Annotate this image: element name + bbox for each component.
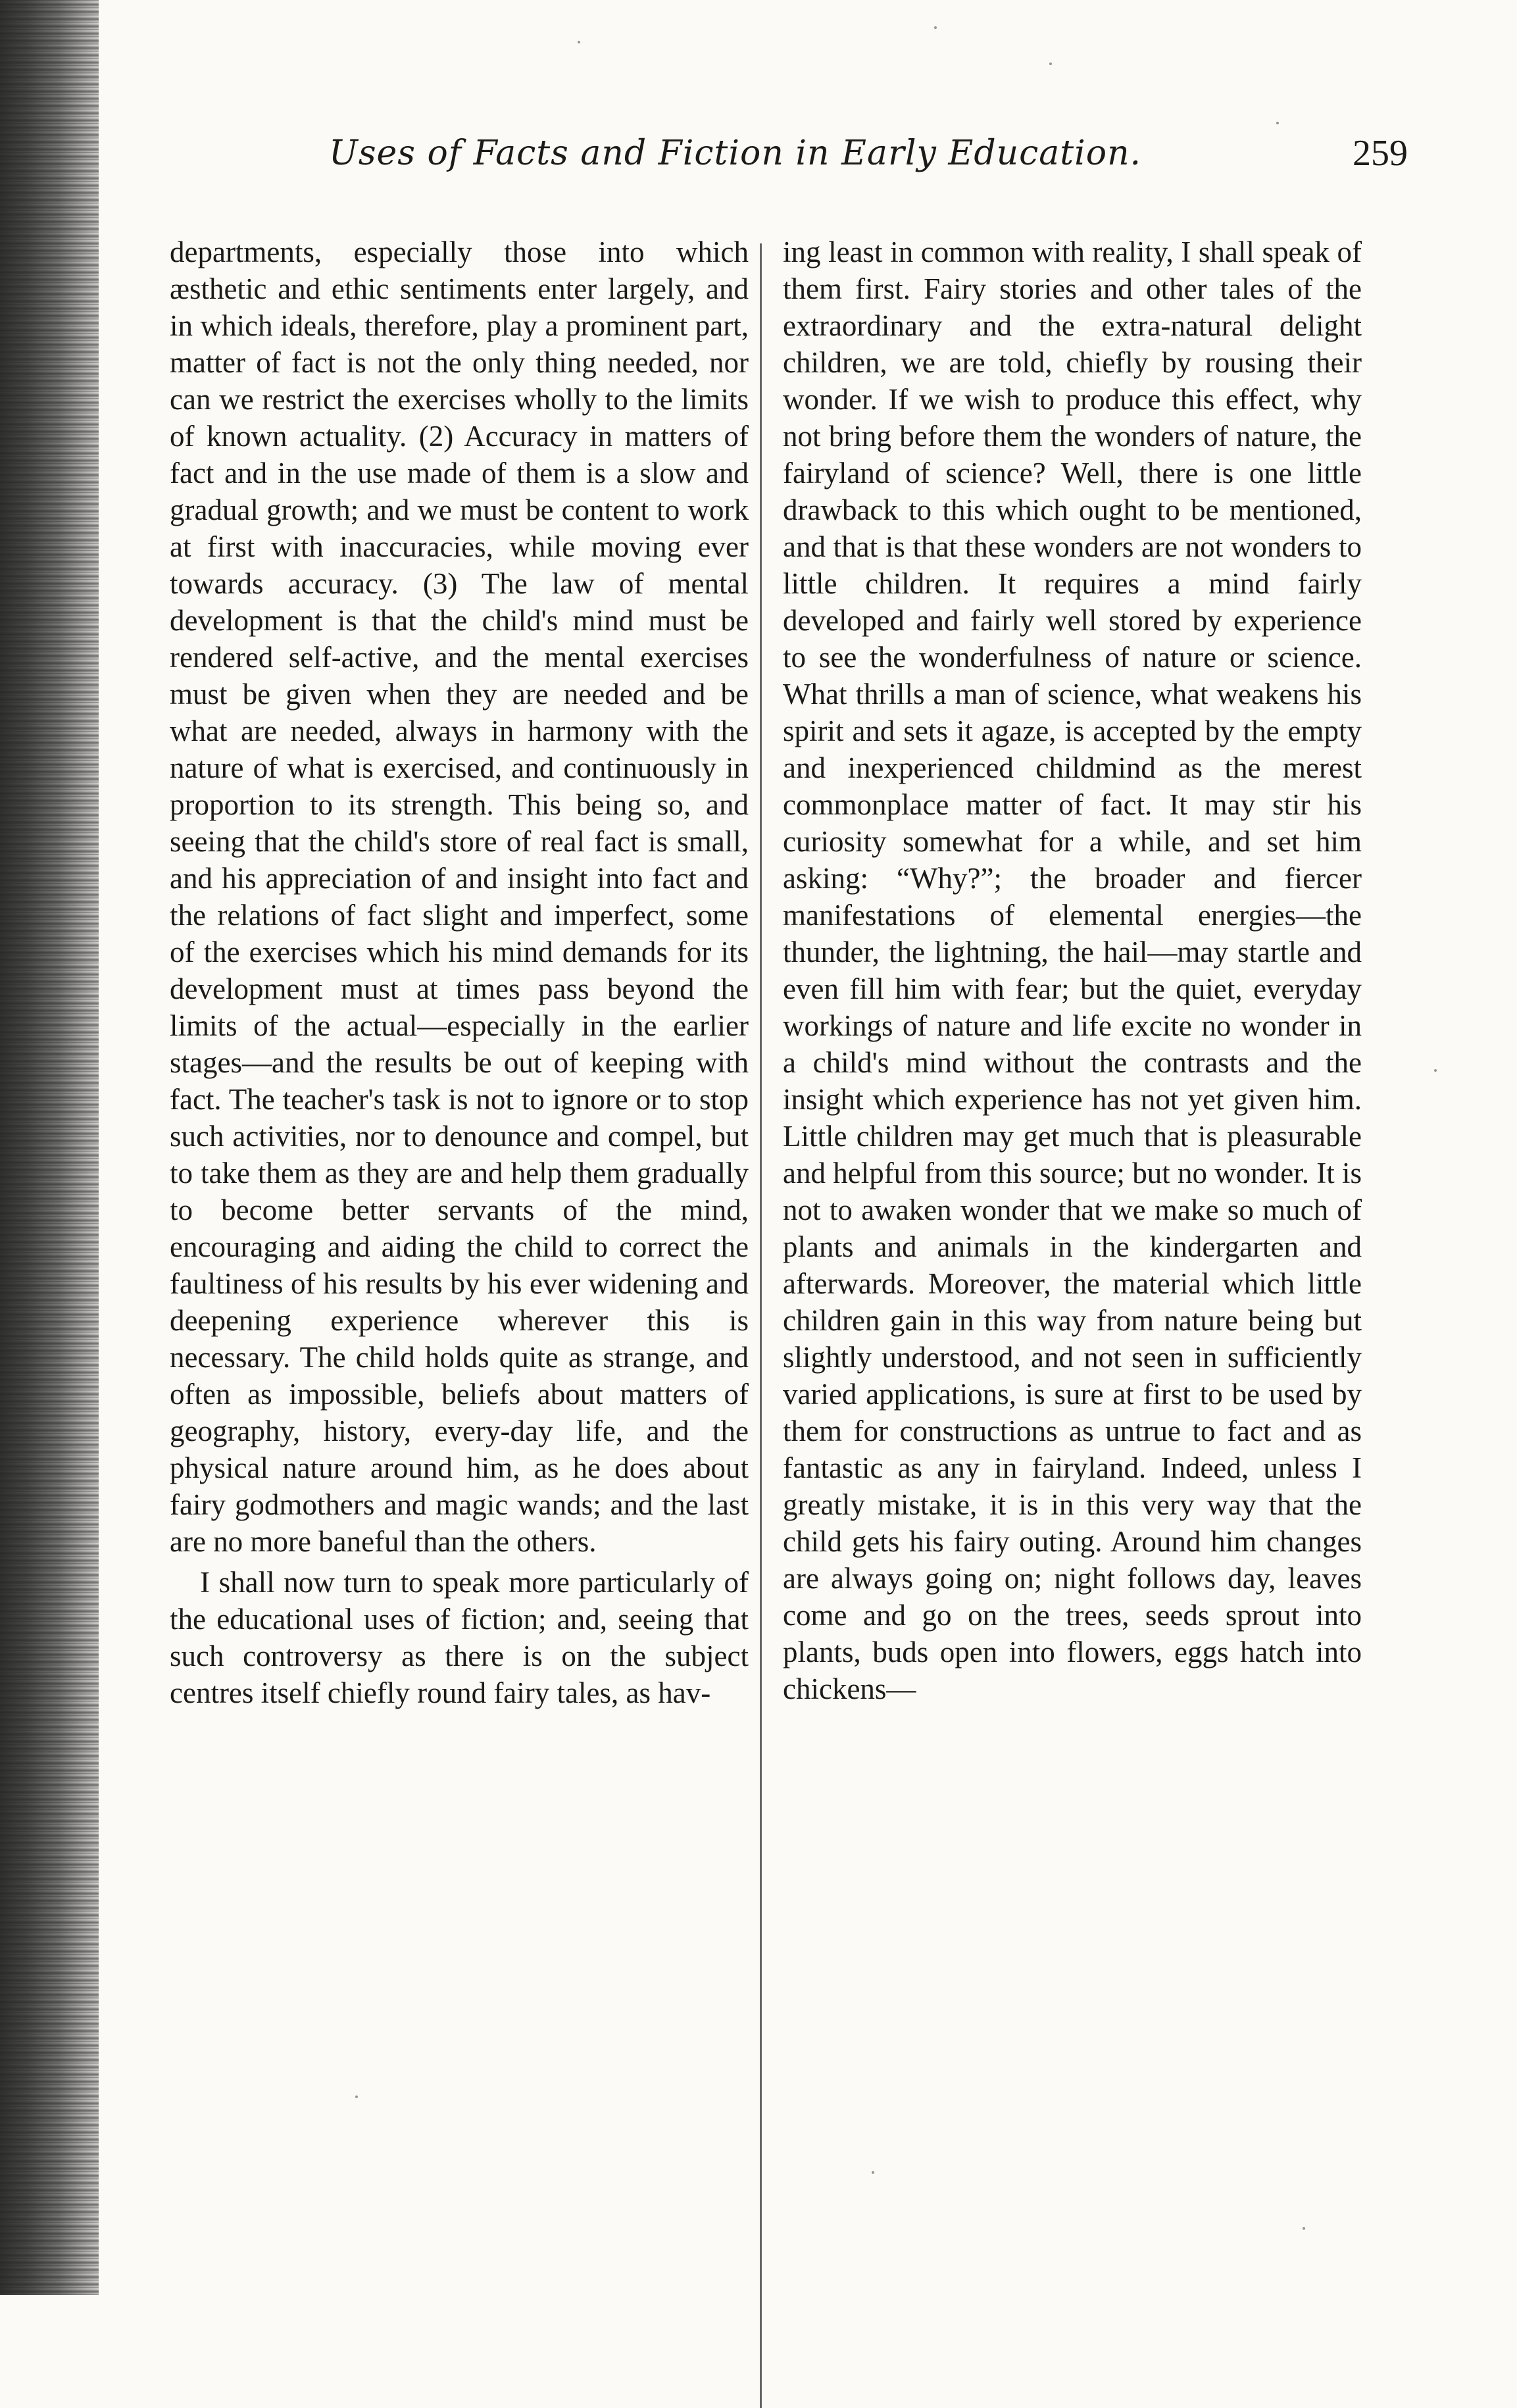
print-speck (355, 2095, 358, 2098)
left-column (170, 234, 749, 1711)
column-divider (760, 243, 762, 2408)
right-column (783, 234, 1362, 1707)
print-speck (1303, 2227, 1305, 2230)
print-speck (934, 26, 937, 29)
print-speck (1434, 1069, 1437, 1072)
right-paragraph-1: ing least in common with reality, I shall speak of them first. Fairy stories and other tales of the extraordinary and the extra-natural delight children, we are told, chiefly by rousing their wonder. If we wish to produce this effect, why not bring before them the wonders of nature, the fairyland of science? Well, there is one little drawback to this which ought to be mentioned, and that is that these wonders are not wonders to little children. It requires a mind fairly developed and fairly well stored by experience to see the wonderfulness of nature or science. What thrills a man of science, what weakens his spirit and sets it agaze, is accepted by the empty and inexperienced childmind as the merest commonplace matter of fact. It may stir his curiosity somewhat for a while, and set him asking: “Why?”; the broader and fiercer manifestations of elemental energies—the thunder, the lightning, the hail—may startle and even fill him with fear; but the quiet, everyday workings of nature and life excite no wonder in a child's mind without the contrasts and the insight which experience has not yet given him. Little children may get much that is pleasurable and helpful from this source; but no wonder. It is not to awaken wonder that we make so much of plants and animals in the kindergarten and afterwards. Moreover, the material which little children gain in this way from nature being but slightly understood, and not seen in sufficiently varied applications, is sure at first to be used by them for constructions as untrue to fact and as fantastic as any in fairyland. Indeed, unless I greatly mistake, it is in this very way that the child gets his fairy outing. Around him changes are always going on; night follows day, leaves come and go on the trees, seeds sprout into plants, buds open into flowers, eggs hatch into chickens— (783, 236, 1362, 1705)
print-speck (872, 2171, 874, 2174)
print-speck (1049, 63, 1052, 65)
book-binding-edge (0, 0, 99, 2295)
left-paragraph-2: I shall now turn to speak more particularly of the educational uses of fiction; and, seeing that such controversy as there is on the subject centres itself chiefly round fairy tales, as hav- (170, 1566, 749, 1709)
running-header (329, 124, 1408, 183)
running-title: Uses of Facts and Fiction in Early Education. (329, 134, 1142, 173)
page-number: 259 (1353, 133, 1408, 174)
print-speck (578, 41, 580, 43)
left-paragraph-1: departments, especially those into which æsthetic and ethic sentiments enter largely, and in which ideals, therefore, play a prominent part, matter of fact is not the only thing needed, nor can we restrict the exercises wholly to the limits of known actuality. (2) Accuracy in matters of fact and in the use made of them is a slow and gradual growth; and we must be content to work at first with inaccuracies, while moving ever towards accuracy. (3) The law of mental development is that the child's mind must be rendered self-active, and the mental exercises must be given when they are needed and be what are needed, always in harmony with the nature of what is exercised, and continuously in proportion to its strength. This being so, and seeing that the child's store of real fact is small, and his appreciation of and insight into fact and the relations of fact slight and imperfect, some of the exercises which his mind demands for its development must at times pass beyond the limits of the actual—especially in the earlier stages—and the results be out of keeping with fact. The teacher's task is not to ignore or to stop such activities, nor to denounce and compel, but to take them as they are and help them gradually to become better servants of the mind, encouraging and aiding the child to correct the faultiness of his results by his ever widening and deepening experience wherever this is necessary. The child holds quite as strange, and often as impossible, beliefs about matters of geography, history, every-day life, and the physical nature around him, as he does about fairy godmothers and magic wands; and the last are no more baneful than the others. (170, 236, 749, 1558)
